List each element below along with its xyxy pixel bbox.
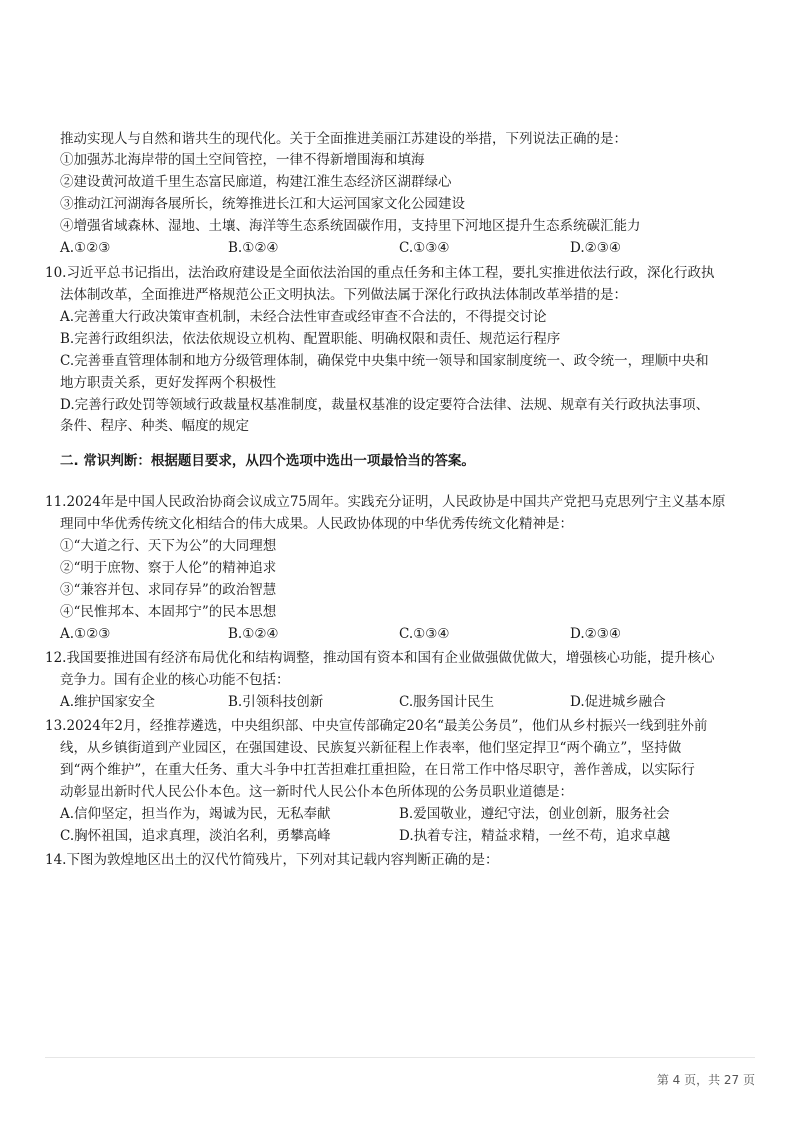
q9-option-b: B.①②④ bbox=[228, 240, 279, 256]
q12-option-c: C.服务国计民生 bbox=[399, 694, 495, 710]
q11-option-a: A.①②③ bbox=[60, 626, 111, 642]
q11-item-1: ①“大道之行、天下为公”的大同理想 bbox=[60, 538, 277, 554]
q12-option-b: B.引领科技创新 bbox=[228, 694, 324, 710]
q10-option-a: A.完善重大行政决策审查机制，未经合法性审查或经审查不合法的，不得提交讨论 bbox=[60, 309, 547, 325]
q11-option-b: B.①②④ bbox=[228, 626, 279, 642]
q10-stem-line-1: 10.习近平总书记指出，法治政府建设是全面依法治国的重点任务和主体工程，要扎实推进依法行政，深化行政执 bbox=[45, 265, 715, 281]
q9-item-4: ④增强省域森林、湿地、土壤、海洋等生态系统固碳作用，支持里下河地区提升生态系统碳汇能力 bbox=[60, 218, 641, 234]
q11-item-4: ④“民惟邦本、本固邦宁”的民本思想 bbox=[60, 604, 277, 620]
q13-option-d: D.执着专注，精益求精，一丝不苟，追求卓越 bbox=[399, 828, 671, 844]
q9-intro: 推动实现人与自然和谐共生的现代化。关于全面推进美丽江苏建设的举措，下列说法正确的是： bbox=[60, 131, 627, 147]
q12-stem-line-2: 竞争力。国有企业的核心功能不包括： bbox=[60, 672, 290, 688]
q14-stem: 14.下图为敦煌地区出土的汉代竹简残片，下列对其记载内容判断正确的是： bbox=[45, 852, 499, 868]
q9-item-1: ①加强苏北海岸带的国土空间管控，一律不得新增围海和填海 bbox=[60, 152, 425, 168]
q10-option-b: B.完善行政组织法，依法依规设立机构、配置职能、明确权限和责任、规范运行程序 bbox=[60, 331, 561, 347]
q11-stem-line-1: 11.2024年是中国人民政治协商会议成立75周年。实践充分证明，人民政协是中国共产党把马克思列宁主义基本原 bbox=[45, 494, 726, 510]
q9-item-3: ③推动江河湖海各展所长，统筹推进长江和大运河国家文化公园建设 bbox=[60, 196, 465, 212]
footer-divider bbox=[45, 1057, 755, 1058]
q9-option-c: C.①③④ bbox=[399, 240, 450, 256]
q10-option-d-cont: 条件、程序、种类、幅度的规定 bbox=[60, 418, 249, 434]
q11-stem-line-2: 理同中华优秀传统文化相结合的伟大成果。人民政协体现的中华优秀传统文化精神是： bbox=[60, 516, 573, 532]
q13-option-b: B.爱国敬业，遵纪守法，创业创新，服务社会 bbox=[399, 806, 670, 822]
q12-option-d: D.促进城乡融合 bbox=[570, 694, 666, 710]
q13-stem-line-3: 到“两个维护”，在重大任务、重大斗争中扛苦担难扛重担险，在日常工作中恪尽职守，善作善成，以实际行 bbox=[60, 762, 695, 778]
q12-option-a: A.维护国家安全 bbox=[60, 694, 156, 710]
page-number: 第 4 页，共 27 页 bbox=[656, 1073, 755, 1087]
q13-stem-line-4: 动彰显出新时代人民公仆本色。这一新时代人民公仆本色所体现的公务员职业道德是： bbox=[60, 784, 573, 800]
section-2-heading: 二. 常识判断：根据题目要求，从四个选项中选出一项最恰当的答案。 bbox=[60, 453, 475, 469]
q11-item-3: ③“兼容并包、求同存异”的政治智慧 bbox=[60, 582, 277, 598]
q13-option-a: A.信仰坚定，担当作为，竭诚为民，无私奉献 bbox=[60, 806, 331, 822]
q10-option-c-cont: 地方职责关系，更好发挥两个积极性 bbox=[60, 375, 276, 391]
q13-stem-line-2: 线，从乡镇街道到产业园区，在强国建设、民族复兴新征程上作表率，他们坚定捍卫“两个确立”，坚持做 bbox=[60, 740, 682, 756]
q13-option-c: C.胸怀祖国，追求真理，淡泊名利，勇攀高峰 bbox=[60, 828, 331, 844]
q9-item-2: ②建设黄河故道千里生态富民廊道，构建江淮生态经济区湖群绿心 bbox=[60, 174, 452, 190]
q9-option-d: D.②③④ bbox=[570, 240, 621, 256]
q9-option-a: A.①②③ bbox=[60, 240, 111, 256]
q13-stem-line-1: 13.2024年2月，经推荐遴选，中央组织部、中央宣传部确定20名“最美公务员”，他们从乡村振兴一线到驻外前 bbox=[45, 718, 708, 734]
q11-option-d: D.②③④ bbox=[570, 626, 621, 642]
q10-option-d: D.完善行政处罚等领域行政裁量权基准制度，裁量权基准的设定要符合法律、法规、规章有关行政执法事项、 bbox=[60, 397, 710, 413]
q10-stem-line-2: 法体制改革，全面推进严格规范公正文明执法。下列做法属于深化行政执法体制改革举措的是： bbox=[60, 287, 627, 303]
q11-option-c: C.①③④ bbox=[399, 626, 450, 642]
q10-option-c: C.完善垂直管理体制和地方分级管理体制，确保党中央集中统一领导和国家制度统一、政令统一，理顺中央和 bbox=[60, 353, 709, 369]
q12-stem-line-1: 12.我国要推进国有经济布局优化和结构调整，推动国有资本和国有企业做强做优做大，增强核心功能，提升核心 bbox=[45, 650, 715, 666]
q11-item-2: ②“明于庶物、察于人伦”的精神追求 bbox=[60, 560, 277, 576]
